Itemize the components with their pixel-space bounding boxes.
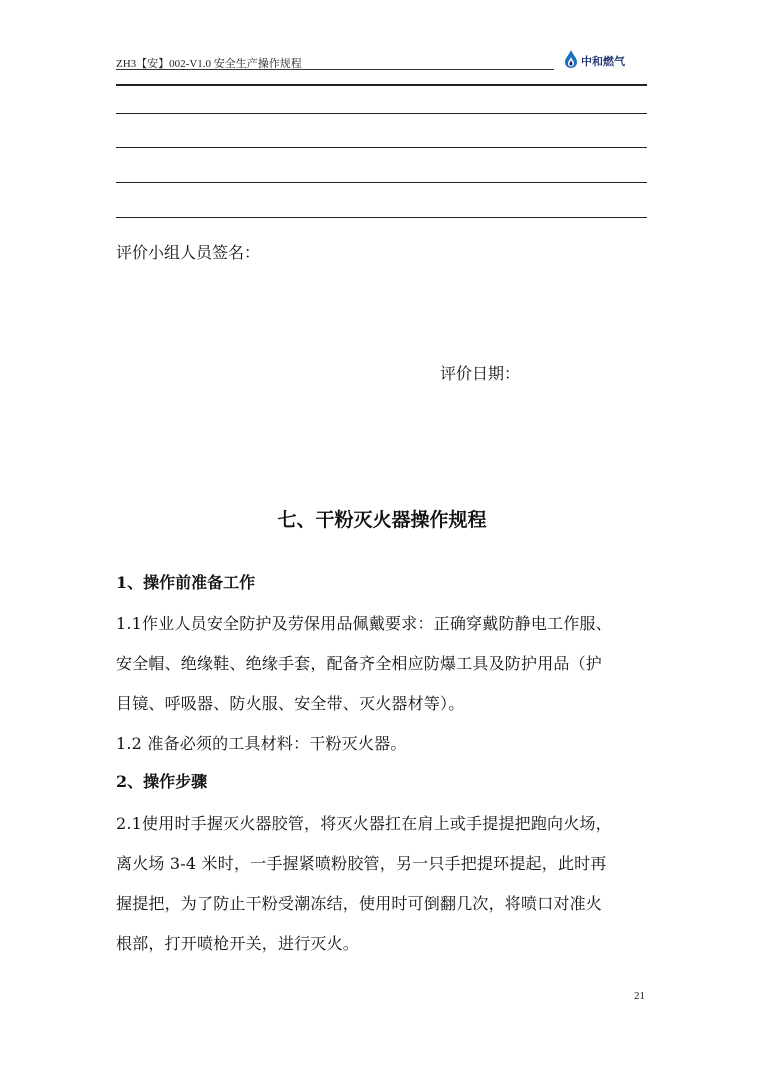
blank-line <box>116 182 647 183</box>
section-title: 七、干粉灭火器操作规程 <box>277 509 487 531</box>
paragraph-line: 握提把，为了防止干粉受潮冻结，使用时可倒翻几次，将喷口对准火 <box>116 894 603 913</box>
page-number: 21 <box>634 990 645 1002</box>
flame-drop-icon <box>564 49 578 73</box>
blank-line <box>116 217 647 218</box>
blank-line <box>116 113 647 114</box>
paragraph-line: 1.1作业人员安全防护及劳保用品佩戴要求：正确穿戴防静电工作服、 <box>116 614 612 633</box>
paragraph-line: 离火场 3-4 米时，一手握紧喷粉胶管，另一只手把提环提起，此时再 <box>116 854 607 873</box>
header-doc-code: ZH3【安】002-V1.0 安全生产操作规程 <box>116 58 302 70</box>
header-rule <box>116 69 554 70</box>
blank-line <box>116 147 647 148</box>
company-logo <box>564 50 625 72</box>
subsection-heading-steps: 2、操作步骤 <box>116 772 208 791</box>
paragraph-line: 目镜、呼吸器、防火服、安全带、灭火器材等）。 <box>116 694 465 713</box>
evaluation-date-label: 评价日期： <box>440 364 521 383</box>
subsection-heading-prep: 1、操作前准备工作 <box>116 573 256 592</box>
blank-line <box>116 84 647 86</box>
paragraph-line: 根部，打开喷枪开关，进行灭火。 <box>116 934 360 953</box>
paragraph-line: 安全帽、绝缘鞋、绝缘手套，配备齐全相应防爆工具及防护用品（护 <box>116 654 603 673</box>
paragraph-line: 1.2 准备必须的工具材料：干粉灭火器。 <box>116 734 407 753</box>
logo-text: 中和燃气 <box>581 55 625 68</box>
paragraph-line: 2.1使用时手握灭火器胶管，将灭火器扛在肩上或手提提把跑向火场， <box>116 814 612 833</box>
evaluation-sign-label: 评价小组人员签名： <box>116 243 261 262</box>
